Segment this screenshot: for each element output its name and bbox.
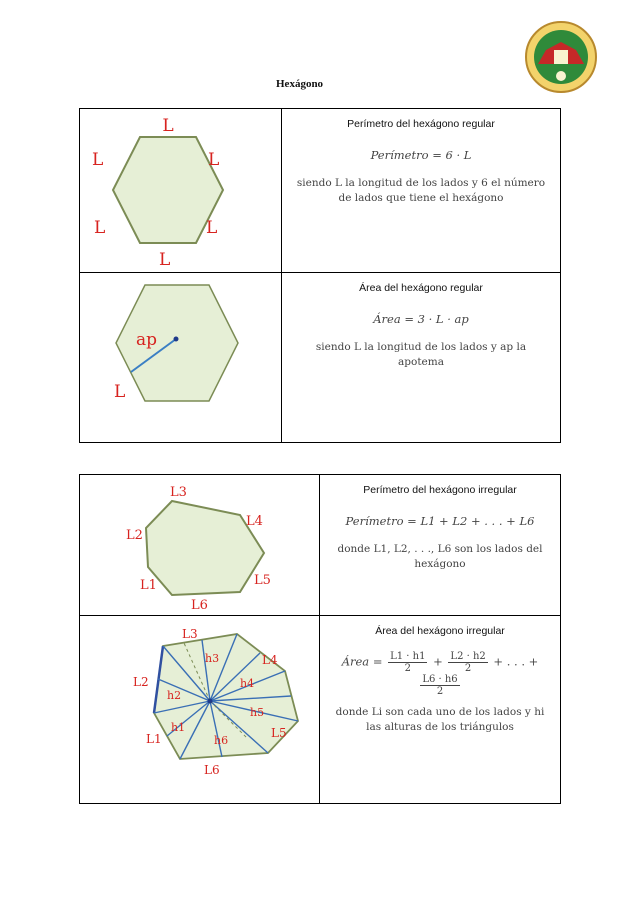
irregular-hexagon-figure: [80, 475, 320, 615]
university-seal-icon: [524, 20, 598, 94]
height-label-h5: h5: [250, 706, 265, 719]
formula-prefix: Área =: [341, 654, 383, 669]
plus-sign: +: [433, 654, 443, 669]
side-label-l2: L2: [133, 675, 149, 689]
side-label-l6: L6: [204, 763, 220, 777]
fraction-term-6: $\frac{L6 \cdot h6}{2}$: [422, 674, 458, 697]
regular-perimeter-description: siendo L la longitud de los lados y 6 el número de lados que tiene el hexágono: [296, 177, 546, 204]
side-label: L: [114, 382, 126, 402]
side-label-l5: L5: [271, 726, 287, 740]
side-label-lower-right: L: [206, 218, 218, 238]
regular-hexagon-figure: [80, 109, 282, 272]
regular-hexagon-apothem-figure: [80, 273, 282, 442]
side-label-bottom: L: [159, 250, 171, 270]
irregular-area-formula: [320, 651, 560, 697]
regular-area-text-cell: [282, 273, 561, 443]
irregular-perimeter-description: donde L1, L2, . . ., L6 son los lados del hexágono: [337, 543, 543, 570]
side-label-l3: L3: [170, 485, 187, 500]
regular-hexagon-table: [79, 108, 561, 443]
side-label-l4: L4: [246, 514, 263, 529]
irregular-area-text-cell: [320, 616, 561, 804]
side-label-l1: L1: [140, 578, 157, 593]
height-label-h6: h6: [214, 734, 229, 747]
height-label-h1: h1: [171, 721, 186, 734]
side-label-l2: L2: [126, 528, 143, 543]
irregular-hexagon-heights-figure: [80, 616, 320, 803]
irregular-perimeter-text-cell: [320, 475, 561, 616]
height-label-h4: h4: [240, 677, 255, 690]
irregular-area-heading: Área del hexágono irregular: [375, 625, 505, 637]
regular-area-formula: Área = 3 · L · ap: [373, 312, 469, 326]
irregular-area-description: donde Li son cada uno de los lados y hi las alturas de los triángulos: [335, 706, 545, 733]
side-label-l6: L6: [191, 598, 208, 613]
center-point: [174, 337, 179, 342]
side-label-l5: L5: [254, 573, 271, 588]
side-label-l4: L4: [262, 653, 278, 667]
height-label-h3: h3: [205, 652, 220, 665]
irregular-hexagon-table: [79, 474, 561, 804]
regular-area-description: siendo L la longitud de los lados y ap la apotema: [315, 341, 527, 368]
side-label-lower-left: L: [94, 218, 106, 238]
height-label-h2: h2: [167, 689, 182, 702]
fraction-term-2: $\frac{L2 \cdot h2}{2}$: [450, 651, 486, 674]
regular-perimeter-heading: Perímetro del hexágono regular: [347, 118, 495, 130]
side-label-upper-right: L: [208, 150, 220, 170]
fraction-term-1: $\frac{L1 \cdot h1}{2}$: [390, 651, 426, 674]
regular-area-figure-cell: [80, 273, 282, 443]
ellipsis-sign: + . . . +: [493, 654, 539, 669]
side-label-l3: L3: [182, 627, 198, 641]
irregular-perimeter-formula: Perímetro = L1 + L2 + . . . + L6: [345, 514, 535, 528]
irregular-area-figure-cell: [80, 616, 320, 804]
irregular-perimeter-figure-cell: [80, 475, 320, 616]
side-label-upper-left: L: [92, 150, 104, 170]
regular-perimeter-text-cell: [282, 109, 561, 273]
regular-area-heading: Área del hexágono regular: [359, 282, 483, 294]
side-label-top: L: [162, 116, 174, 136]
apothem-label: ap: [136, 330, 158, 350]
regular-perimeter-formula: Perímetro = 6 · L: [370, 148, 472, 162]
side-label-l1: L1: [146, 732, 162, 746]
regular-perimeter-figure-cell: [80, 109, 282, 273]
document-title: Hexágono: [276, 78, 324, 90]
irregular-perimeter-heading: Perímetro del hexágono irregular: [363, 484, 517, 496]
